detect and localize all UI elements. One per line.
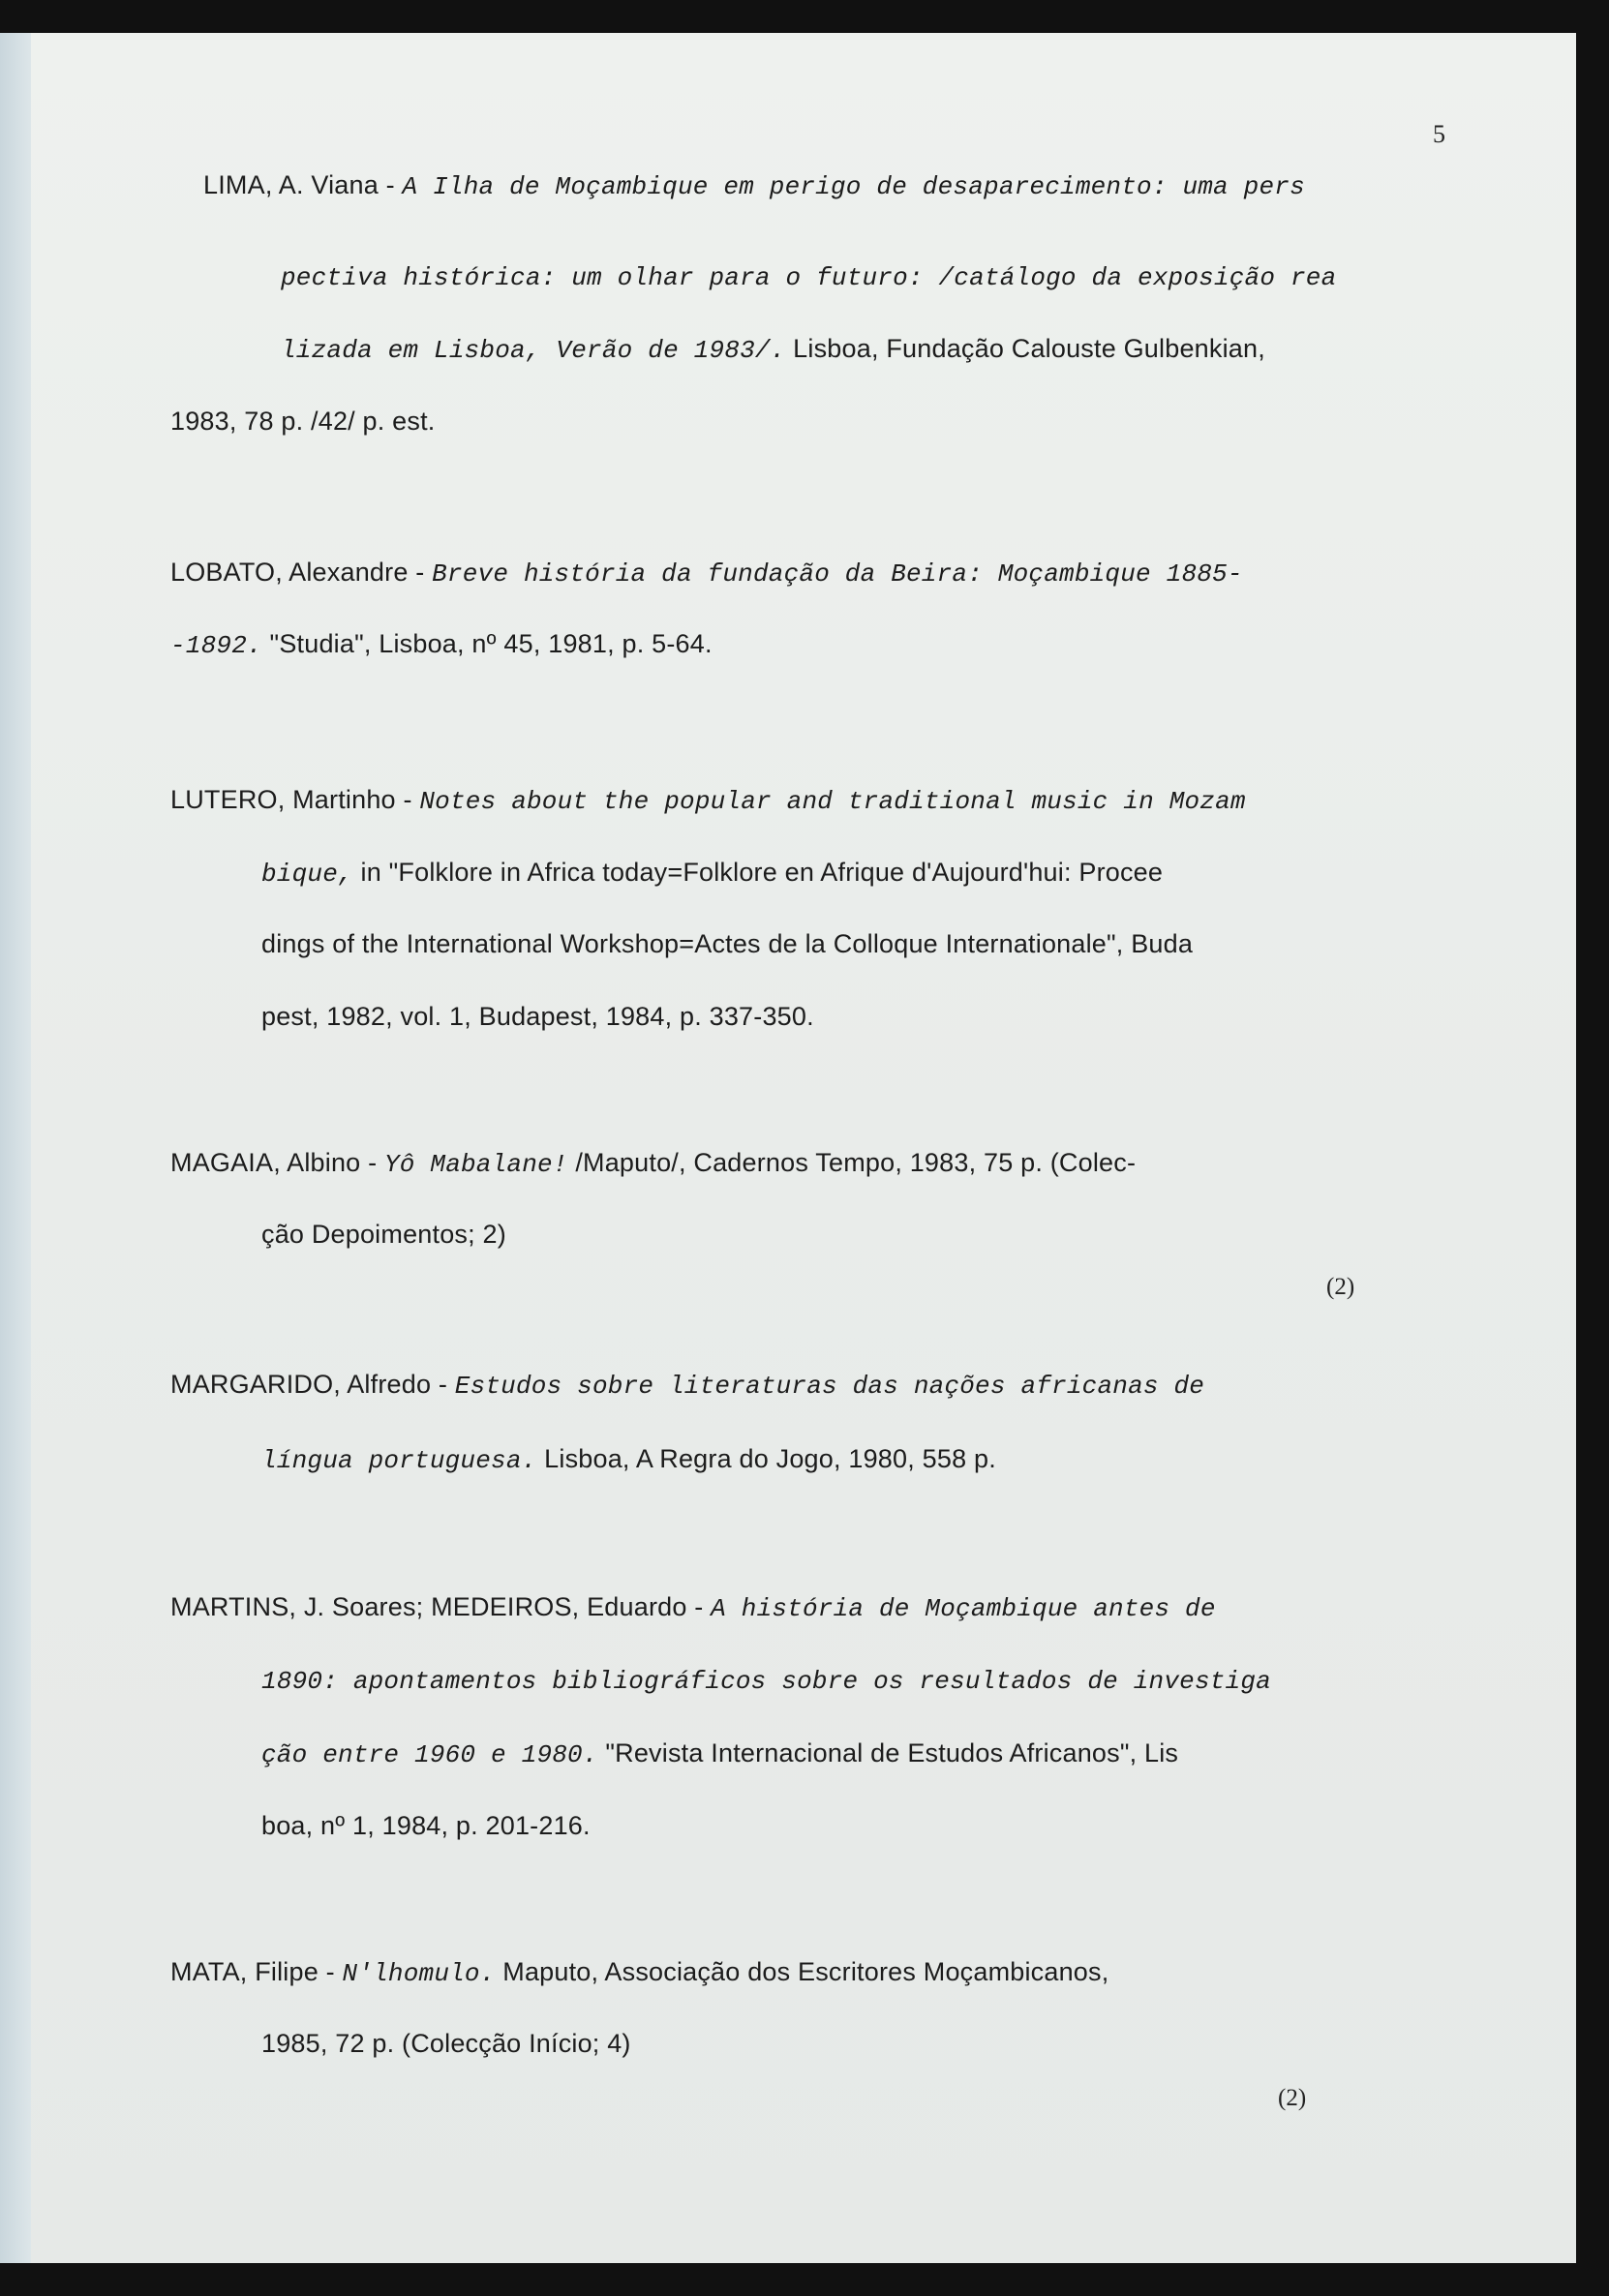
entry-plain-text: MARGARIDO, Alfredo -: [170, 1370, 455, 1399]
entry-plain-text: pest, 1982, vol. 1, Budapest, 1984, p. 337-350.: [261, 1002, 814, 1031]
page-number: 5: [1433, 120, 1445, 148]
entry-title: Estudos sobre literaturas das nações africanas de: [454, 1372, 1205, 1401]
entry-line: [261, 1811, 591, 1842]
entry-note: (2): [1278, 2085, 1307, 2111]
entry-title: pectiva histórica: um olhar para o futuro: /catálogo da exposição rea: [281, 263, 1337, 292]
entry-title: Yô Mabalane!: [383, 1150, 568, 1179]
entry-plain-text: MARTINS, J. Soares; MEDEIROS, Eduardo -: [170, 1592, 712, 1621]
entry-title: língua portuguesa.: [261, 1446, 537, 1475]
entry-plain-text: boa, nº 1, 1984, p. 201-216.: [261, 1811, 591, 1840]
entry-plain-text: dings of the International Workshop=Actes de la Colloque Internationale", Buda: [261, 929, 1194, 958]
entry-plain-text: MATA, Filipe -: [170, 1957, 343, 1986]
entry-line: [261, 1738, 1178, 1769]
entry-line: [170, 1957, 1108, 1988]
entry-publication-info: "Revista Internacional de Estudos Africanos", Lis: [597, 1738, 1179, 1767]
entry-title: 1890: apontamentos bibliográficos sobre os resultados de investiga: [261, 1667, 1271, 1696]
entry-title: A Ilha de Moçambique em perigo de desaparecimento: uma pers: [402, 172, 1305, 201]
entry-title: lizada em Lisboa, Verão de 1983/.: [281, 336, 786, 365]
entry-line: [261, 1444, 996, 1475]
scanner-border-top: [0, 0, 1609, 33]
entry-plain-text: LIMA, A. Viana -: [203, 170, 403, 199]
entry-title: bique,: [261, 860, 353, 889]
entry-plain-text: 1985, 72 p. (Colecção Início; 4): [261, 2029, 631, 2058]
entry-title: -1892.: [170, 631, 262, 660]
entry-line: [170, 1370, 1204, 1401]
entry-publication-info: "Studia", Lisboa, nº 45, 1981, p. 5-64.: [261, 629, 713, 658]
entry-line: [281, 334, 1265, 365]
entry-publication-info: Lisboa, Fundação Calouste Gulbenkian,: [785, 334, 1265, 363]
entry-plain-text: 1983, 78 p. /42/ p. est.: [170, 407, 436, 436]
entry-note: (2): [1326, 1274, 1355, 1300]
entry-plain-text: MAGAIA, Albino -: [170, 1148, 384, 1177]
entry-plain-text: ção Depoimentos; 2): [261, 1220, 506, 1249]
entry-line: [261, 858, 1163, 889]
entry-title: ção entre 1960 e 1980.: [261, 1740, 598, 1769]
scanner-border-right: [1576, 0, 1609, 2296]
entry-line: [203, 170, 1305, 201]
entry-line: [261, 929, 1193, 960]
entry-plain-text: LUTERO, Martinho -: [170, 785, 420, 814]
entry-line: [170, 407, 436, 438]
entry-publication-info: /Maputo/, Cadernos Tempo, 1983, 75 p. (Colec-: [567, 1148, 1137, 1177]
paper-left-edge: [0, 33, 31, 2263]
entry-publication-info: in "Folklore in Africa today=Folklore en Afrique d'Aujourd'hui: Procee: [352, 858, 1164, 887]
entry-publication-info: Maputo, Associação dos Escritores Moçambicanos,: [495, 1957, 1109, 1986]
entry-line: [170, 558, 1243, 589]
entry-line: [170, 1148, 1136, 1179]
entry-title: A história de Moçambique antes de: [711, 1594, 1216, 1623]
entry-line: [281, 261, 1336, 292]
entry-title: Breve história da fundação da Beira: Moçambique 1885-: [432, 559, 1243, 589]
entry-line: [170, 785, 1246, 816]
entry-plain-text: LOBATO, Alexandre -: [170, 558, 433, 587]
entry-line: [170, 1592, 1216, 1623]
scanner-border-bottom: [0, 2263, 1609, 2296]
entry-title: Notes about the popular and traditional music in Mozam: [419, 787, 1246, 816]
entry-title: N'lhomulo.: [342, 1959, 496, 1988]
entry-line: [261, 1002, 814, 1033]
entry-publication-info: Lisboa, A Regra do Jogo, 1980, 558 p.: [536, 1444, 996, 1473]
entry-line: [261, 2029, 631, 2060]
entry-line: [170, 629, 713, 660]
entry-line: [261, 1665, 1271, 1696]
entry-line: [261, 1220, 506, 1251]
